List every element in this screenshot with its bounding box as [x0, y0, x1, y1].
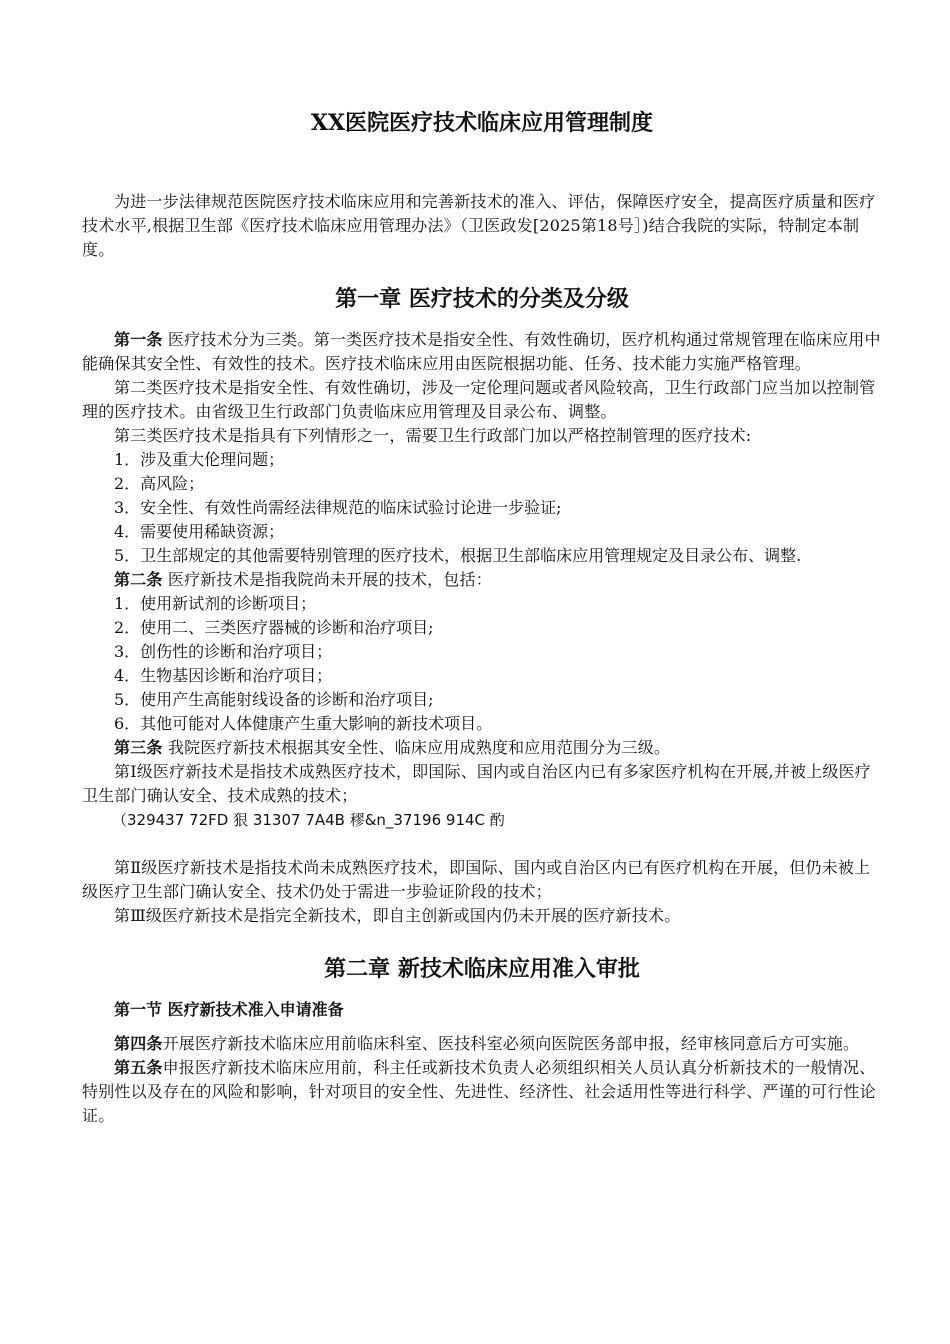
article-5-label: 第五条 — [114, 1058, 163, 1077]
article-4-text: 开展医疗新技术临床应用前临床科室、医技科室必须向医院医务部申报，经审核同意后方可实施。 — [162, 1034, 860, 1053]
article-1-text: 医疗技术分为三类。第一类医疗技术是指安全性、有效性确切，医疗机构通过常规管理在临床应用中能确保其安全性、有效性的技术。医疗技术临床应用由医院根据功能、任务、技术能力实施严格管理。 — [82, 330, 881, 373]
article-2 — [82, 568, 882, 592]
list-item: 3．安全性、有效性尚需经法律规范的临床试验讨论进一步验证; — [114, 498, 562, 517]
article-3 — [82, 736, 882, 760]
level-2-paragraph: 第Ⅱ级医疗新技术是指技术尚未成熟医疗技术，即国际、国内或自治区内已有医疗机构在开展，但仍未被上级医疗卫生部门确认安全、技术仍处于需进一步验证阶段的技术； — [82, 858, 871, 901]
blank-line — [82, 832, 882, 856]
list-item: 5．使用产生高能射线设备的诊断和治疗项目; — [114, 690, 434, 709]
article-3-text: 我院医疗新技术根据其安全性、临床应用成熟度和应用范围分为三级。 — [162, 738, 671, 757]
article-3-label: 第三条 — [114, 738, 163, 757]
level-1-paragraph: 第Ⅰ级医疗新技术是指技术成熟医疗技术，即国际、国内或自治区内已有多家医疗机构在开展,并被上级医疗卫生部门确认安全、技术成熟的技术； — [82, 762, 872, 805]
article-4-label: 第四条 — [114, 1034, 163, 1053]
article-5 — [82, 1056, 882, 1128]
article-5-text: 申报医疗新技术临床应用前，科主任或新技术负责人必须组织相关人员认真分析新技术的一般情况、特别性以及存在的风险和影响，针对项目的安全性、先进性、经济性、社会适用性等进行科学、严谨的可行性论证。 — [82, 1058, 876, 1125]
list-item: 5．卫生部规定的其他需要特别管理的医疗技术，根据卫生部临床应用管理规定及目录公布、调整. — [114, 546, 802, 565]
chapter-2-heading: 第二章 新技术临床应用准入审批 — [324, 956, 640, 982]
article-1-label: 第一条 — [114, 330, 163, 349]
article-1 — [82, 328, 882, 376]
section-1-heading: 第一节 医疗新技术准入申请准备 — [114, 1000, 344, 1019]
list-item: 2．高风险； — [114, 474, 205, 493]
article-2-text: 医疗新技术是指我院尚未开展的技术，包括： — [162, 570, 492, 589]
list-item: 1．使用新试剂的诊断项目； — [114, 594, 317, 613]
class-2-paragraph: 第二类医疗技术是指安全性、有效性确切，涉及一定伦理问题或者风险较高，卫生行政部门应当加以控制管理的医疗技术。由省级卫生行政部门负责临床应用管理及目录公布、调整。 — [82, 378, 876, 421]
intro-paragraph: 为进一步法律规范医院医疗技术临床应用和完善新技术的准入、评估，保障医疗安全，提高医疗质量和医疗技术水平,根据卫生部《医疗技术临床应用管理办法》（卫医政发[2025第18号］)结合我院的实际，特制定本制度。 — [82, 192, 876, 259]
article-2-label: 第二条 — [114, 570, 163, 589]
article-4 — [82, 1032, 882, 1056]
list-item: 3．创伤性的诊断和治疗项目； — [114, 642, 333, 661]
list-item: 4．生物基因诊断和治疗项目； — [114, 666, 333, 685]
chapter-1-heading: 第一章 医疗技术的分类及分级 — [335, 286, 629, 312]
document-page — [82, 96, 882, 1128]
list-item: 4．需要使用稀缺资源； — [114, 522, 285, 541]
document-title: XX医院医疗技术临床应用管理制度 — [310, 110, 654, 136]
list-item: 2．使用二、三类医疗器械的诊断和治疗项目; — [114, 618, 434, 637]
garbled-code-line: （329437 72FD 狠 31307 7A4B 穋&n_37196 914C 酌 — [112, 811, 505, 829]
list-item: 1．涉及重大伦理问题； — [114, 450, 285, 469]
list-item: 6．其他可能对人体健康产生重大影响的新技术项目。 — [114, 714, 493, 733]
class-3-paragraph: 第三类医疗技术是指具有下列情形之一，需要卫生行政部门加以严格控制管理的医疗技术: — [114, 426, 752, 445]
level-3-paragraph: 第Ⅲ级医疗新技术是指完全新技术，即自主创新或国内仍未开展的医疗新技术。 — [114, 906, 681, 925]
